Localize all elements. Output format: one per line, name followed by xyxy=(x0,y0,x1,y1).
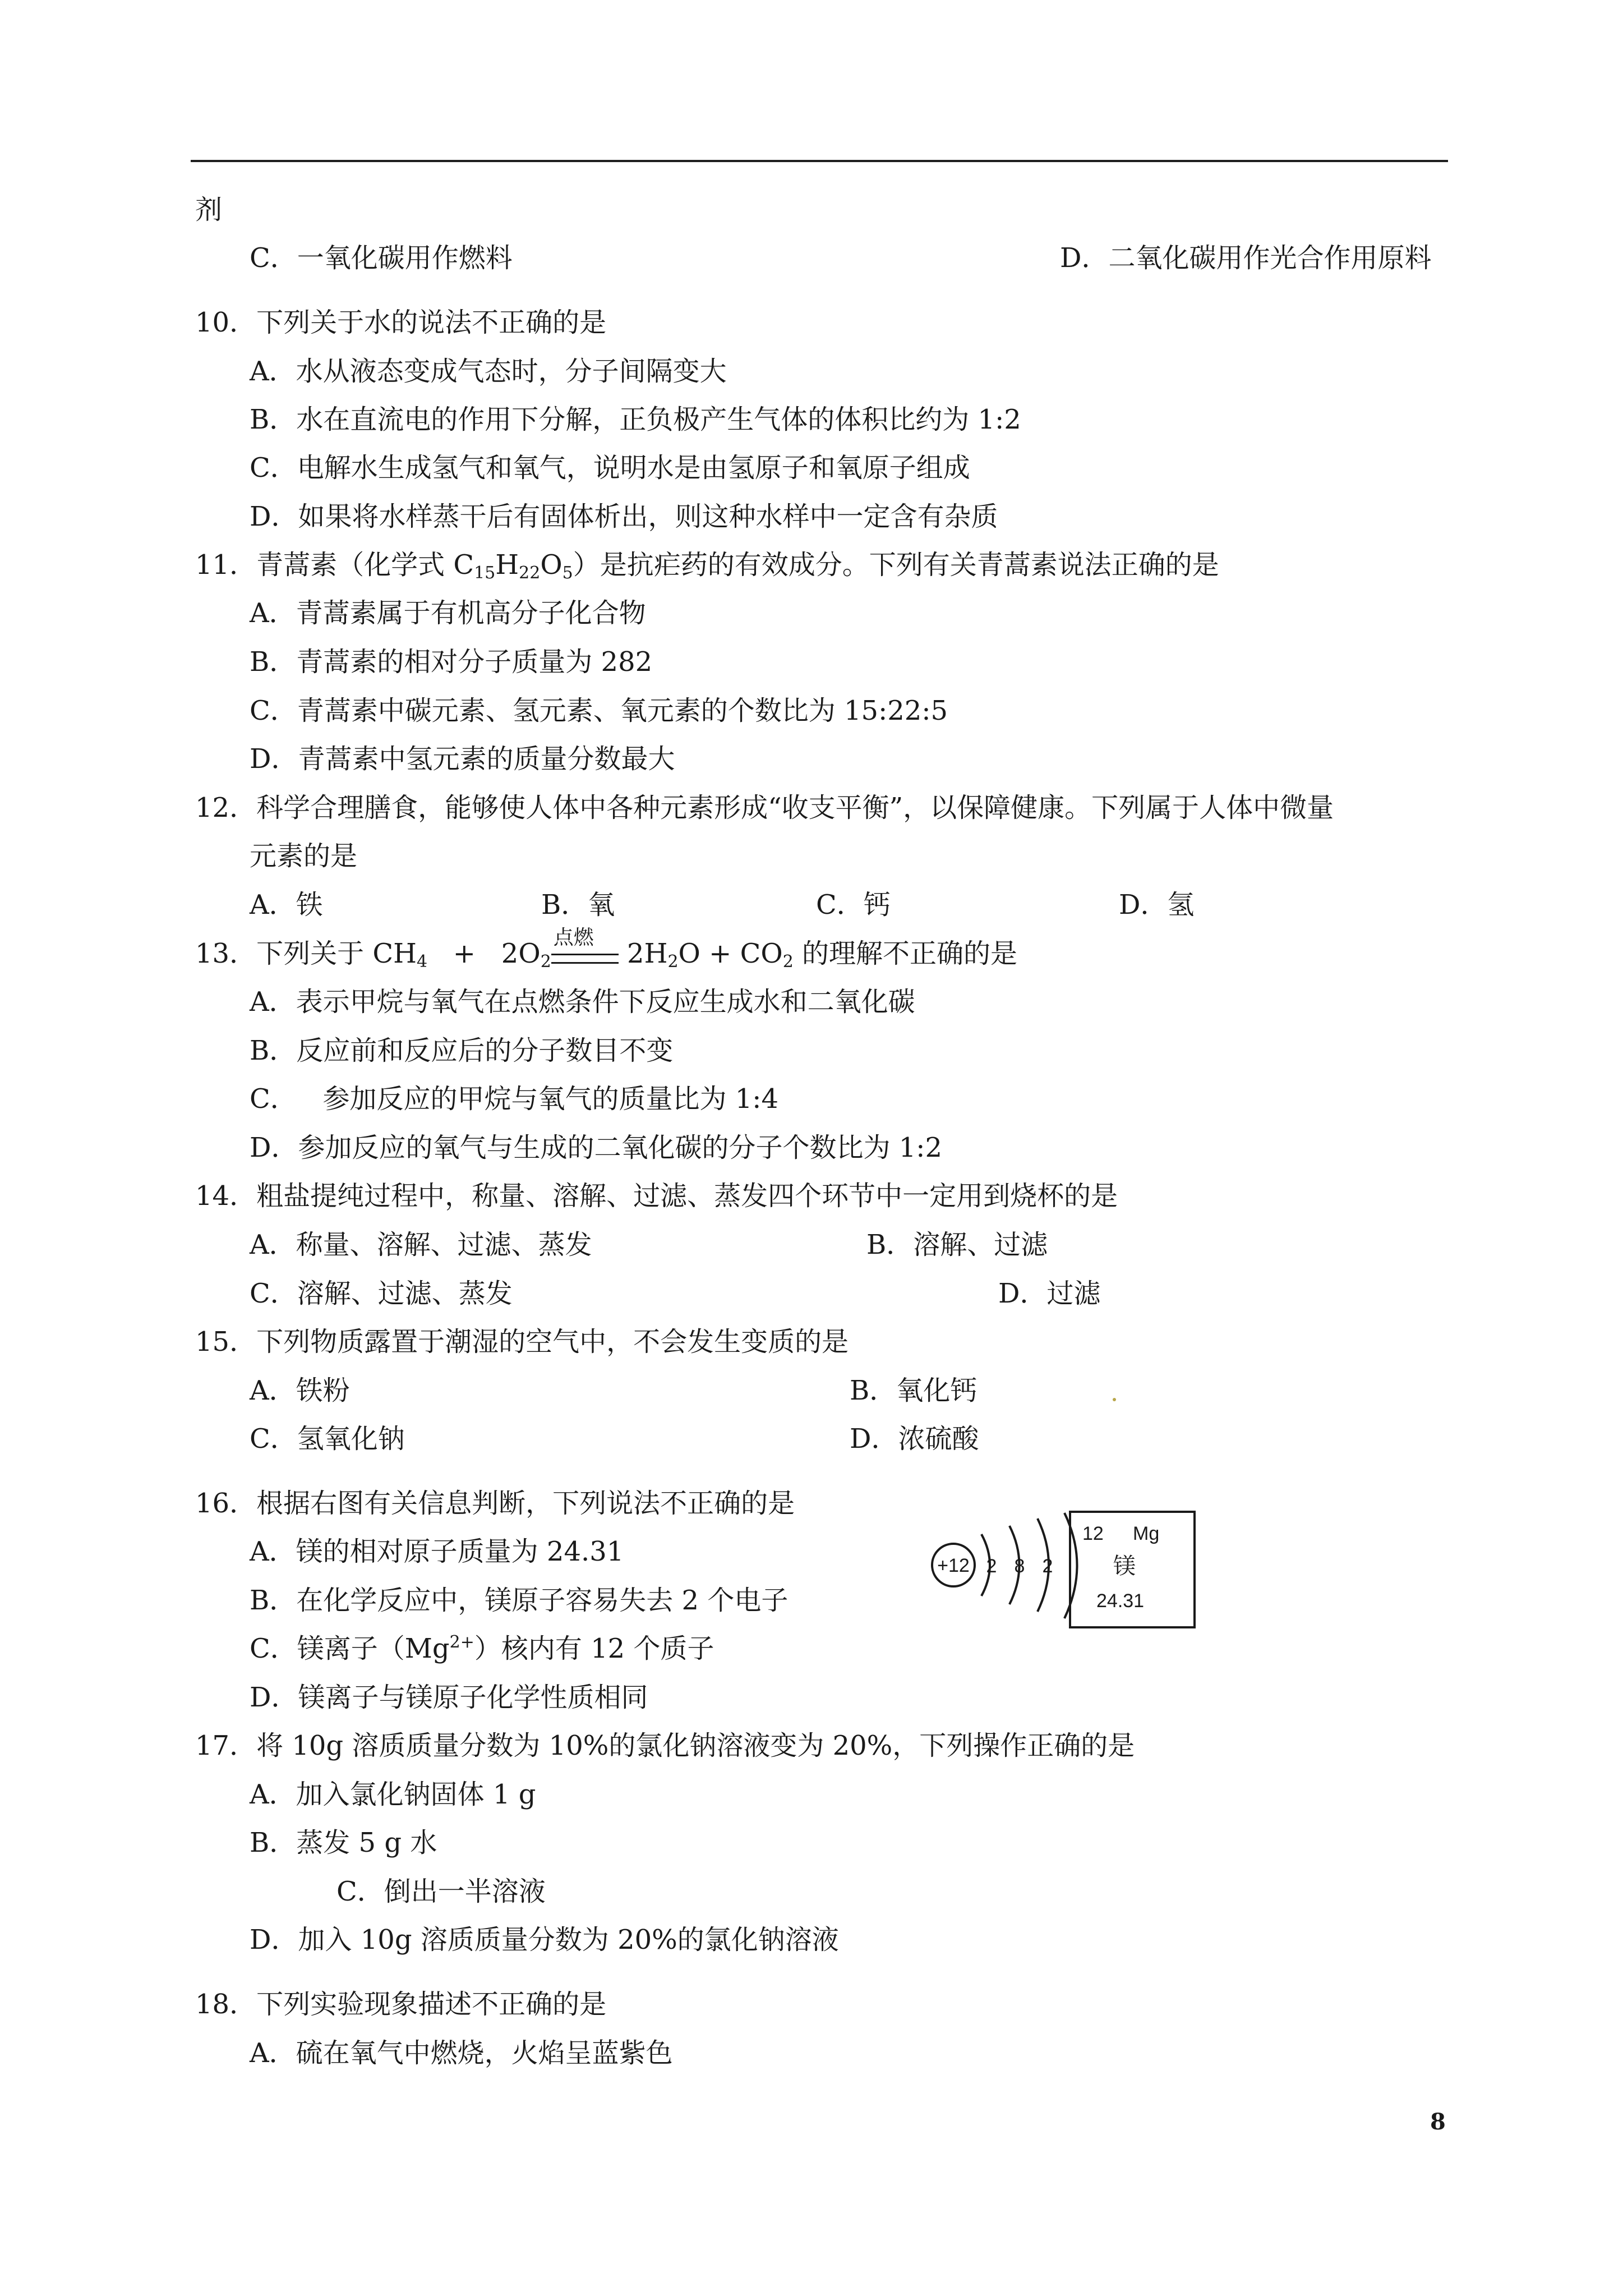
q14-option-b: B．溶解、过滤 xyxy=(866,1229,1048,1260)
q12-option-b: B．氧 xyxy=(541,889,615,921)
shell-electrons: 2 xyxy=(986,1556,997,1577)
q15-option-a: A．铁粉 xyxy=(250,1375,350,1406)
atomic-mass: 24.31 xyxy=(1096,1590,1145,1612)
reaction-condition: 点燃 xyxy=(551,942,619,969)
q11-option-d: D．青蒿素中氢元素的质量分数最大 xyxy=(250,743,675,775)
q14-option-d: D．过滤 xyxy=(998,1278,1101,1309)
q13-option-c: C． 参加反应的甲烷与氧气的质量比为 1:4 xyxy=(250,1083,779,1115)
q16-stem: 16．根据右图有关信息判断，下列说法不正确的是 xyxy=(195,1488,795,1519)
q11-option-b: B．青蒿素的相对分子质量为 282 xyxy=(250,646,653,678)
element-symbol: Mg xyxy=(1133,1523,1160,1544)
shell-electrons: 2 xyxy=(1042,1556,1053,1577)
atom-structure-diagram xyxy=(920,1506,1211,1641)
q17-option-a: A．加入氯化钠固体 1 g xyxy=(250,1779,536,1810)
q10-stem: 10．下列关于水的说法不正确的是 xyxy=(195,307,607,338)
q13-option-a: A．表示甲烷与氧气在点燃条件下反应生成水和二氧化碳 xyxy=(250,986,915,1018)
q17-stem: 17．将 10g 溶质质量分数为 10%的氯化钠溶液变为 20%，下列操作正确的是 xyxy=(195,1730,1135,1761)
q15-option-b: B．氧化钙 xyxy=(850,1375,978,1406)
page-number: 8 xyxy=(1430,2109,1446,2135)
q16-option-c: C．镁离子$(Mg^{2+})$核内有 12 个质子 xyxy=(250,1632,714,1664)
q18-stem: 18．下列实验现象描述不正确的是 xyxy=(195,1989,607,2020)
q15-option-c: C．氢氧化钠 xyxy=(250,1423,405,1455)
q14-stem: 14．粗盐提纯过程中，称量、溶解、过滤、蒸发四个环节中一定用到烧杯的是 xyxy=(195,1180,1118,1212)
magnesium-figure xyxy=(920,1506,1211,1641)
q16-option-b: B．在化学反应中，镁原子容易失去 2 个电子 xyxy=(250,1585,789,1616)
q15-stem: 15．下列物质露置于潮湿的空气中，不会发生变质的是 xyxy=(195,1326,849,1358)
q16-option-a: A．镁的相对原子质量为 24.31 xyxy=(250,1536,624,1567)
q14-option-a: A．称量、溶解、过滤、蒸发 xyxy=(250,1229,592,1260)
q17-option-d: D．加入 10g 溶质质量分数为 20%的氯化钠溶液 xyxy=(250,1924,839,1955)
q9-option-c: C．一氧化碳用作燃料 xyxy=(250,242,513,274)
q9-option-d: D．二氧化碳用作光合作用原料 xyxy=(1060,242,1432,274)
q17-option-c: C．倒出一半溶液 xyxy=(336,1876,546,1907)
q15-option-d: D．浓硫酸 xyxy=(850,1423,979,1455)
q12-option-a: A．铁 xyxy=(250,889,323,921)
q12-stem: 12．科学合理膳食，能够使人体中各种元素形成“收支平衡”，以保障健康。下列属于人体中微量 xyxy=(195,792,1334,823)
q11-stem: 11．青蒿素（化学式 $C_{15}H_{22}O_5$）是抗疟药的有效成分。下列有关青蒿素说法正确的是 xyxy=(195,549,1219,583)
q17-option-b: B．蒸发 5 g 水 xyxy=(250,1827,437,1858)
shell-electrons: 8 xyxy=(1014,1556,1025,1577)
q12-stem-continued: 元素的是 xyxy=(250,840,358,872)
q12-option-c: C．钙 xyxy=(816,889,891,921)
q13-option-d: D．参加反应的氧气与生成的二氧化碳的分子个数比为 1:2 xyxy=(250,1132,942,1163)
element-name: 镁 xyxy=(1113,1553,1136,1579)
q13-option-b: B．反应前和反应后的分子数目不变 xyxy=(250,1035,674,1066)
continued-word: 剂 xyxy=(195,194,223,226)
q10-option-a: A．水从液态变成气态时，分子间隔变大 xyxy=(250,356,727,387)
stray-mark xyxy=(1113,1398,1116,1401)
q18-option-a: A．硫在氧气中燃烧，火焰呈蓝紫色 xyxy=(250,2037,673,2069)
atomic-number: 12 xyxy=(1082,1523,1104,1544)
nucleus-charge: +12 xyxy=(937,1555,970,1576)
header-rule xyxy=(191,160,1448,162)
q10-option-c: C．电解水生成氢气和氧气，说明水是由氢原子和氧原子组成 xyxy=(250,452,970,484)
q13-stem: 13．下列关于 $CH_4 + 2O_2$ 点燃 $2H_2O + CO_2$ 的理解不正确的是 xyxy=(195,926,1018,972)
q10-option-d: D．如果将水样蒸干后有固体析出，则这种水样中一定含有杂质 xyxy=(250,501,998,532)
q12-option-d: D．氢 xyxy=(1119,889,1195,921)
q11-option-c: C．青蒿素中碳元素、氢元素、氧元素的个数比为 15:22:5 xyxy=(250,695,948,726)
q11-option-a: A．青蒿素属于有机高分子化合物 xyxy=(250,597,646,629)
q14-option-c: C．溶解、过滤、蒸发 xyxy=(250,1278,513,1309)
q16-option-d: D．镁离子与镁原子化学性质相同 xyxy=(250,1682,648,1713)
q10-option-b: B．水在直流电的作用下分解，正负极产生气体的体积比约为 1:2 xyxy=(250,404,1021,435)
